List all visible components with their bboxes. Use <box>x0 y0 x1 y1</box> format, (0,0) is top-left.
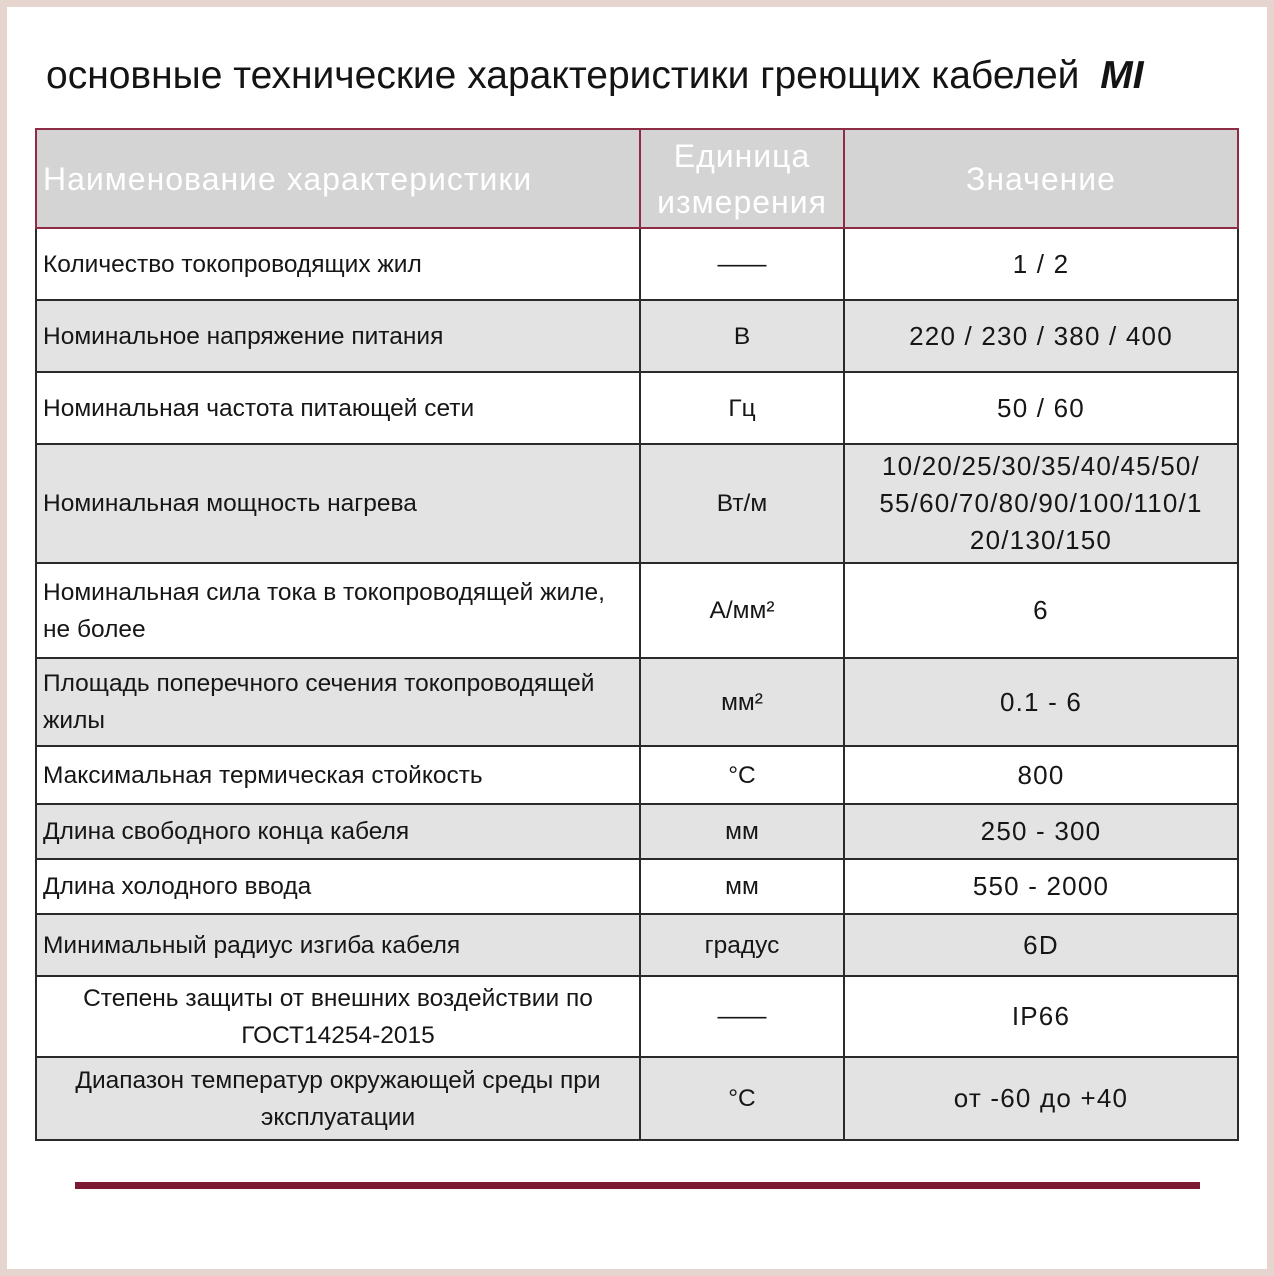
cell-name: Длина свободного конца кабеля <box>36 804 640 859</box>
header-name: Наименование характеристики <box>36 129 640 228</box>
cell-name: Диапазон температур окружающей среды при эксплуатации <box>36 1057 640 1140</box>
cell-value: 6 <box>844 563 1238 658</box>
cell-value: 10/20/25/30/35/40/45/50/ 55/60/70/80/90/100/110/1 20/130/150 <box>844 444 1238 563</box>
header-value: Значение <box>844 129 1238 228</box>
table-row <box>36 372 1238 444</box>
cell-unit: Гц <box>640 372 844 444</box>
cell-name: Номинальная мощность нагрева <box>36 444 640 563</box>
title-brand: MI <box>1100 54 1144 97</box>
cell-value: 250 - 300 <box>844 804 1238 859</box>
cell-name: Степень защиты от внешних воздействии по ГОСТ14254-2015 <box>36 976 640 1057</box>
cell-name: Номинальная частота питающей сети <box>36 372 640 444</box>
cell-value: 0.1 - 6 <box>844 658 1238 746</box>
cell-unit: А/мм² <box>640 563 844 658</box>
table-row <box>36 914 1238 976</box>
table-row <box>36 804 1238 859</box>
cell-name: Максимальная термическая стойкость <box>36 746 640 804</box>
page-title <box>46 52 1236 100</box>
cell-unit: мм <box>640 804 844 859</box>
table-row <box>36 228 1238 300</box>
table-header-row <box>36 129 1238 228</box>
cell-unit: Вт/м <box>640 444 844 563</box>
cell-value: 6D <box>844 914 1238 976</box>
cell-unit: В <box>640 300 844 372</box>
cell-unit: °С <box>640 1057 844 1140</box>
cell-name: Количество токопроводящих жил <box>36 228 640 300</box>
cell-unit: —— <box>640 228 844 300</box>
cell-unit: мм <box>640 859 844 914</box>
cell-value: 800 <box>844 746 1238 804</box>
table-row <box>36 658 1238 746</box>
table-row <box>36 746 1238 804</box>
table-row <box>36 444 1238 563</box>
cell-value: 1 / 2 <box>844 228 1238 300</box>
table-row <box>36 859 1238 914</box>
table-row <box>36 563 1238 658</box>
cell-name: Минимальный радиус изгиба кабеля <box>36 914 640 976</box>
table-row <box>36 976 1238 1057</box>
cell-value: 220 / 230 / 380 / 400 <box>844 300 1238 372</box>
spec-table <box>35 128 1239 1141</box>
cell-value: IP66 <box>844 976 1238 1057</box>
title-text: основные технические характеристики греющих кабелей <box>46 54 1080 97</box>
bottom-divider <box>75 1182 1200 1189</box>
cell-unit: мм² <box>640 658 844 746</box>
cell-name: Площадь поперечного сечения токопроводящей жилы <box>36 658 640 746</box>
cell-unit: °С <box>640 746 844 804</box>
cell-unit: градус <box>640 914 844 976</box>
table-row <box>36 1057 1238 1140</box>
cell-name: Номинальная сила тока в токопроводящей жиле, не более <box>36 563 640 658</box>
cell-value: 550 - 2000 <box>844 859 1238 914</box>
cell-value: от -60 до +40 <box>844 1057 1238 1140</box>
cell-name: Номинальное напряжение питания <box>36 300 640 372</box>
cell-name: Длина холодного ввода <box>36 859 640 914</box>
table-row <box>36 300 1238 372</box>
cell-value: 50 / 60 <box>844 372 1238 444</box>
header-unit: Единица измерения <box>640 129 844 228</box>
cell-unit: —— <box>640 976 844 1057</box>
